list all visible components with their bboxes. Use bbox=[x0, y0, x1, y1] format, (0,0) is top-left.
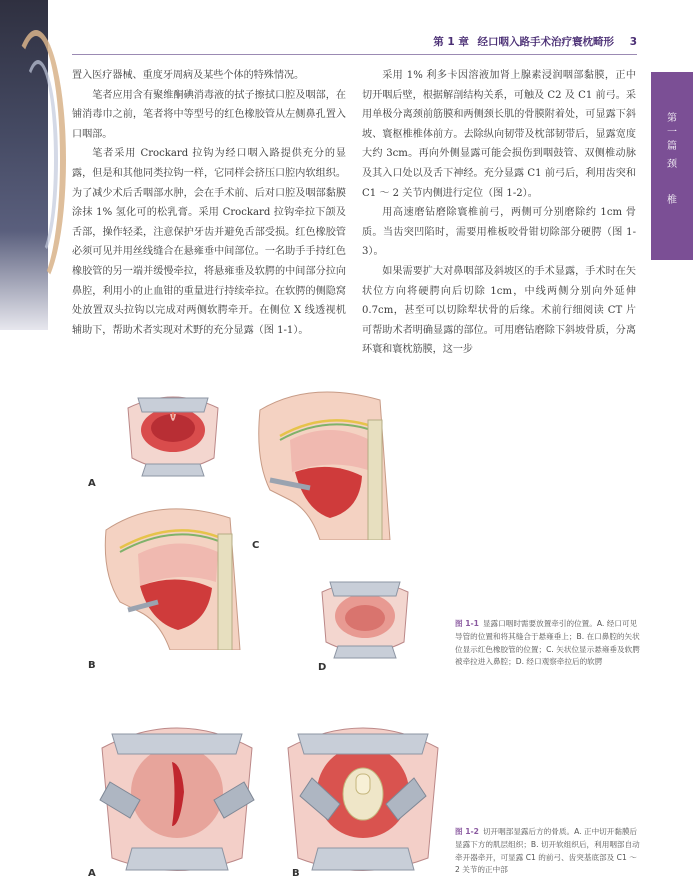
sagittal-head-illustration bbox=[250, 380, 400, 540]
section-tab-label bbox=[651, 112, 693, 208]
left-text-column bbox=[72, 66, 346, 340]
page-number: 3 bbox=[629, 36, 637, 48]
paragraph: 笔者应用含有聚维酮碘消毒液的拭子擦拭口腔及咽部，在铺消毒巾之前，笔者将中等型号的红色橡胶管从左侧鼻孔置入口咽部。 bbox=[72, 89, 346, 140]
running-header bbox=[360, 34, 637, 49]
tab-char: 一 bbox=[667, 127, 677, 138]
figure-1-1-panel-c bbox=[250, 380, 400, 540]
paragraph: 采用 1% 利多卡因溶液加肾上腺素浸润咽部黏膜，正中切开咽后壁，根据解剖结构关系，可触及 C2 及 C1 前弓。采用单极分离颈前筋膜和两侧颈长肌的骨膜附着处，可显露下斜坡、寰枢椎椎体前方。去除纵向韧带及枕部韧带后，显露宽度大约 3cm。再向外侧显露可能会损伤到咽鼓管、双侧椎动脉及其入口处以及舌下神经。充分显露 C1 前弓后，利用齿突和 C1 ～ 2 关节内侧进行定位（图 1-2）。 bbox=[362, 70, 636, 199]
pharyngeal-incision-illustration bbox=[92, 708, 262, 878]
tab-char: 颈 bbox=[667, 159, 677, 170]
figure-label: 图 1-1 bbox=[455, 619, 479, 628]
oral-view-illustration bbox=[316, 574, 414, 660]
oral-view-illustration bbox=[118, 388, 228, 478]
caption-text: 显露口咽时需要放置牵引的位置。A. 经口可见导管的位置和将其缝合于悬雍垂上；B. 在口鼻腔的矢状位显示红色橡胶管的位置；C. 矢状位显示悬雍垂及软腭被牵拉进入鼻腔；D. 经口观察牵拉后的软腭 bbox=[455, 619, 640, 667]
edge-photo-strip bbox=[0, 0, 48, 330]
figure-label: 图 1-2 bbox=[455, 827, 479, 836]
figure-1-2-caption bbox=[455, 826, 641, 877]
figure-1-1-panel-b bbox=[98, 490, 248, 650]
chapter-number: 第 1 章 bbox=[433, 36, 469, 48]
panel-label-b: B bbox=[88, 660, 96, 671]
paragraph: 如果需要扩大对鼻咽部及斜坡区的手术显露，手术时在矢状位方向将硬腭向后切除 1cm，中线两侧分别向外延伸 0.7cm，甚至可以切除犁状骨的后缘。术前行细阅读 CT 片可帮助术者明确显露的部位。可用磨钻磨除下斜坡骨质，分离环寰和寰枕筋膜，这一步 bbox=[362, 265, 636, 356]
panel-label-c: C bbox=[252, 540, 260, 551]
tab-char: 篇 bbox=[667, 141, 677, 152]
pharyngeal-exposure-illustration bbox=[278, 708, 448, 878]
caption-text: 切开咽部显露后方的骨质。A. 正中切开黏膜后显露下方的肌层组织；B. 切开软组织后，利用咽部自动牵开器牵开，可显露 C1 的前弓、齿突基底部及 C1 ～ 2 关节的正中部 bbox=[455, 827, 640, 875]
figure-1-1-caption bbox=[455, 618, 641, 669]
sagittal-head-illustration bbox=[98, 490, 248, 650]
tab-char: 第 bbox=[667, 113, 677, 124]
right-text-column bbox=[362, 66, 636, 360]
photo-arc bbox=[18, 60, 58, 260]
figure-1-2-panel-a bbox=[92, 708, 262, 878]
chapter-title: 经口咽入路手术治疗寰枕畸形 bbox=[477, 36, 615, 48]
section-tab bbox=[651, 72, 693, 260]
figure-1-1-panel-d bbox=[316, 574, 414, 660]
panel-label-d: D bbox=[318, 662, 327, 673]
paragraph: 置入医疗器械、重度牙周病及某些个体的特殊情况。 bbox=[72, 70, 305, 81]
figure-1-2-panel-b bbox=[278, 708, 448, 878]
header-rule bbox=[72, 54, 637, 55]
panel-label-a: A bbox=[88, 868, 96, 879]
tab-char: 椎 bbox=[667, 195, 677, 206]
paragraph: 用高速磨钻磨除寰椎前弓，两侧可分别磨除约 1cm 骨质。当齿突凹陷时，需要用椎板咬骨钳切除部分硬腭（图 1-3）。 bbox=[362, 207, 636, 258]
paragraph: 笔者采用 Crockard 拉钩为经口咽入路提供充分的显露，但是和其他同类拉钩一样，它同样会挤压口腔内软组织。为了减少术后舌咽部水肿，会在手术前、后对口腔及咽部黏膜涂抹 1% 氢化可的松乳膏。采用 Crockard 拉钩牵拉下颌及舌部，操作轻柔，注意保护牙齿并避免舌部受损。红色橡胶管必须可见并用丝线缝合在悬雍垂中间部位。一名助手手持红色橡胶管的另一端并缓慢牵拉，将悬雍垂及软腭的中间部分拉向鼻腔，利用小的止血钳的重量进行持续牵拉。在软腭的侧隐窝处放置双头拉钩以完成对两侧软腭牵开。在侧位 X 线透视机辅助下，帮助术者实现对术野的充分显露（图 1-1）。 bbox=[72, 148, 346, 336]
panel-label-a: A bbox=[88, 478, 96, 489]
panel-label-b: B bbox=[292, 868, 300, 879]
figure-1-1-panel-a bbox=[118, 388, 228, 478]
